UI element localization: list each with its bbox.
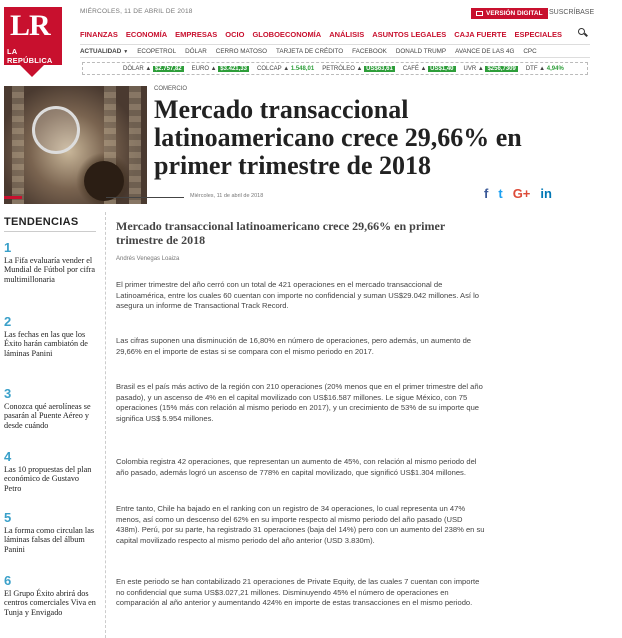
nav-item-ocio[interactable]: OCIO bbox=[225, 30, 245, 39]
sub-nav-item[interactable]: ECOPETROL bbox=[137, 47, 177, 55]
facebook-icon[interactable]: f bbox=[484, 186, 489, 201]
sub-nav-item[interactable]: TARJETA DE CRÉDITO bbox=[275, 47, 344, 55]
accent-rule bbox=[4, 196, 22, 199]
digital-version-button[interactable] bbox=[471, 8, 548, 19]
search-icon[interactable] bbox=[578, 28, 588, 38]
divider bbox=[4, 231, 96, 232]
ticker-item[interactable]: UVR ▲ $256,7309 bbox=[463, 65, 516, 72]
trending-item[interactable] bbox=[4, 240, 96, 284]
screen-icon bbox=[476, 11, 483, 16]
logo[interactable] bbox=[4, 7, 62, 65]
trending-number: 4 bbox=[4, 449, 12, 464]
ticker-item[interactable]: DÓLAR ▲ $2.757,82 bbox=[123, 65, 182, 72]
trending-text[interactable]: Las fechas en las que los Éxito harán cambiatón de láminas Panini bbox=[4, 330, 88, 358]
page-title: Mercado transaccional latinoamericano crece 29,66% en primer trimestre de 2018 bbox=[154, 95, 522, 180]
publish-date: Miércoles, 11 de abril de 2018 bbox=[190, 193, 264, 199]
article-paragraph: Brasil es el país más activo de la región con 210 operaciones (20% menos que en el primer trimestre del año pasado), y un ascenso de 4% en el capital movilizado con US$16.587 millones. Le sigue México, con 75 operaciones (15% más con relación al mismo periodo en 2017), y un crecimiento de 53% de su importe que significa US$ 5.954 millones. bbox=[116, 382, 483, 423]
ticker-item[interactable]: DTF ▲ 4,94% bbox=[525, 65, 564, 72]
header-date: MIÉRCOLES, 11 DE ABRIL DE 2018 bbox=[80, 8, 193, 15]
nav-item-analisis[interactable]: ANÁLISIS bbox=[329, 30, 365, 39]
sub-nav-item[interactable]: CERRO MATOSO bbox=[215, 47, 267, 55]
market-ticker bbox=[82, 62, 588, 75]
divider bbox=[106, 197, 184, 198]
trending-item[interactable] bbox=[4, 386, 96, 430]
ticker-item[interactable]: CAFÉ ▲ US$1,40 bbox=[402, 65, 454, 72]
trending-item[interactable] bbox=[4, 314, 96, 358]
trending-number: 2 bbox=[4, 314, 12, 329]
digital-version-label: VERSIÓN DIGITAL bbox=[486, 10, 543, 17]
sub-nav-item[interactable]: FACEBOOK bbox=[352, 47, 387, 55]
logo-tail bbox=[20, 65, 44, 77]
sub-nav-item[interactable]: CPC bbox=[523, 47, 537, 55]
logo-text: LR bbox=[10, 9, 50, 42]
social-share bbox=[484, 186, 552, 201]
google-plus-icon[interactable]: G+ bbox=[512, 186, 531, 201]
sub-nav-item[interactable]: DONALD TRUMP bbox=[395, 47, 447, 55]
main-nav bbox=[80, 30, 562, 39]
ticker-item[interactable]: EURO ▲ $3.421,33 bbox=[191, 65, 247, 72]
trending-number: 3 bbox=[4, 386, 12, 401]
article-paragraph: En este periodo se han contabilizado 21 operaciones de Private Equity, de las cuales 7 cuentan con importe no confidencial que suma US$3.027,21 millones. Disminuyendo 45% el número de operaciones en comparación al año anterior y aumentando 424% en importe de estas transacciones en el mismo periodo. bbox=[116, 577, 480, 608]
article-subtitle: Mercado transaccional latinoamericano crece 29,66% en primer trimestre de 2018 bbox=[116, 219, 445, 247]
trending-text[interactable]: Conozca qué aerolíneas se pasarán al Puente Aéreo y desde cuándo bbox=[4, 402, 91, 430]
trending-number: 6 bbox=[4, 573, 12, 588]
hero-image bbox=[4, 86, 147, 204]
nav-item-globoeconomia[interactable]: GLOBOECONOMÍA bbox=[252, 30, 322, 39]
linkedin-icon[interactable]: in bbox=[540, 186, 552, 201]
nav-item-asuntos-legales[interactable]: ASUNTOS LEGALES bbox=[372, 30, 447, 39]
logo-subtext: LA REPÚBLICA bbox=[7, 47, 53, 65]
sub-nav-item[interactable]: AVANCE DE LAS 4G bbox=[455, 47, 515, 55]
column-divider bbox=[105, 212, 106, 638]
nav-item-economia[interactable]: ECONOMÍA bbox=[125, 30, 168, 39]
trending-heading: TENDENCIAS bbox=[4, 216, 79, 228]
caret-down-icon: ▼ bbox=[123, 48, 129, 55]
nav-item-finanzas[interactable]: FINANZAS bbox=[80, 30, 118, 39]
twitter-icon[interactable]: t bbox=[498, 186, 503, 201]
subscribe-link[interactable]: SUSCRÍBASE bbox=[549, 9, 595, 16]
nav-item-caja-fuerte[interactable]: CAJA FUERTE bbox=[454, 30, 507, 39]
article-author[interactable]: Andrés Venegas Loaiza bbox=[116, 256, 180, 262]
article-paragraph: Entre tanto, Chile ha bajado en el ranking con un registro de 34 operaciones, lo cual representa un 47% menos, así como un descenso del 62% en su importe respecto al mismo periodo del año pasado (USD 438m). Perú, por su parte, ha registrado 31 operaciones (baja del 14%) pero con un aumento del 238% en su capital movilizado respecto al mismo periodo del año anterior (USD 3.830m). bbox=[116, 504, 485, 545]
article-paragraph: El primer trimestre del año cerró con un total de 421 operaciones en el mercado transaccional de Latinoamérica, entre los cuales 60 cuentan con importe no confidencial y suman US$29.042 millones. Así lo asegura un informe de Transactional Track Record. bbox=[116, 280, 480, 311]
trending-text[interactable]: La forma como circulan las láminas falsas del álbum Panini bbox=[4, 526, 95, 554]
article-paragraph: Las cifras suponen una disminución de 16,80% en número de operaciones, pero además, un aumento de 29,66% en el importe de estas si se compara con el mismo periodo en 2017. bbox=[116, 336, 472, 356]
trending-item[interactable] bbox=[4, 510, 96, 554]
sub-nav-label[interactable]: ACTUALIDAD ▼ bbox=[80, 47, 129, 55]
article-paragraph: Colombia registra 42 operaciones, que representan un aumento de 45%, con relación al mismo periodo del año pasado, además logró un ascenso de 778% en capital movilizado, que significó US$1.304 millones. bbox=[116, 457, 477, 477]
nav-item-especiales[interactable]: ESPECIALES bbox=[514, 30, 562, 39]
sub-nav-item[interactable]: DÓLAR bbox=[185, 47, 207, 55]
trending-number: 1 bbox=[4, 240, 12, 255]
article-category[interactable]: COMERCIO bbox=[154, 86, 187, 92]
trending-text[interactable]: El Grupo Éxito abrirá dos centros comerciales Viva en Tunja y Envigado bbox=[4, 589, 96, 617]
ticker-item[interactable]: COLCAP ▲ 1.548,01 bbox=[256, 65, 315, 72]
nav-item-empresas[interactable]: EMPRESAS bbox=[175, 30, 218, 39]
sub-nav bbox=[80, 44, 590, 58]
trending-number: 5 bbox=[4, 510, 12, 525]
trending-text[interactable]: Las 10 propuestas del plan económico de Gustavo Petro bbox=[4, 465, 92, 493]
ticker-item[interactable]: PETRÓLEO ▲ US$63,61 bbox=[322, 65, 393, 72]
trending-item[interactable] bbox=[4, 449, 96, 493]
trending-item[interactable] bbox=[4, 573, 96, 617]
trending-text[interactable]: La Fifa evaluaría vender el Mundial de Fútbol por cifra multimillonaria bbox=[4, 256, 95, 284]
